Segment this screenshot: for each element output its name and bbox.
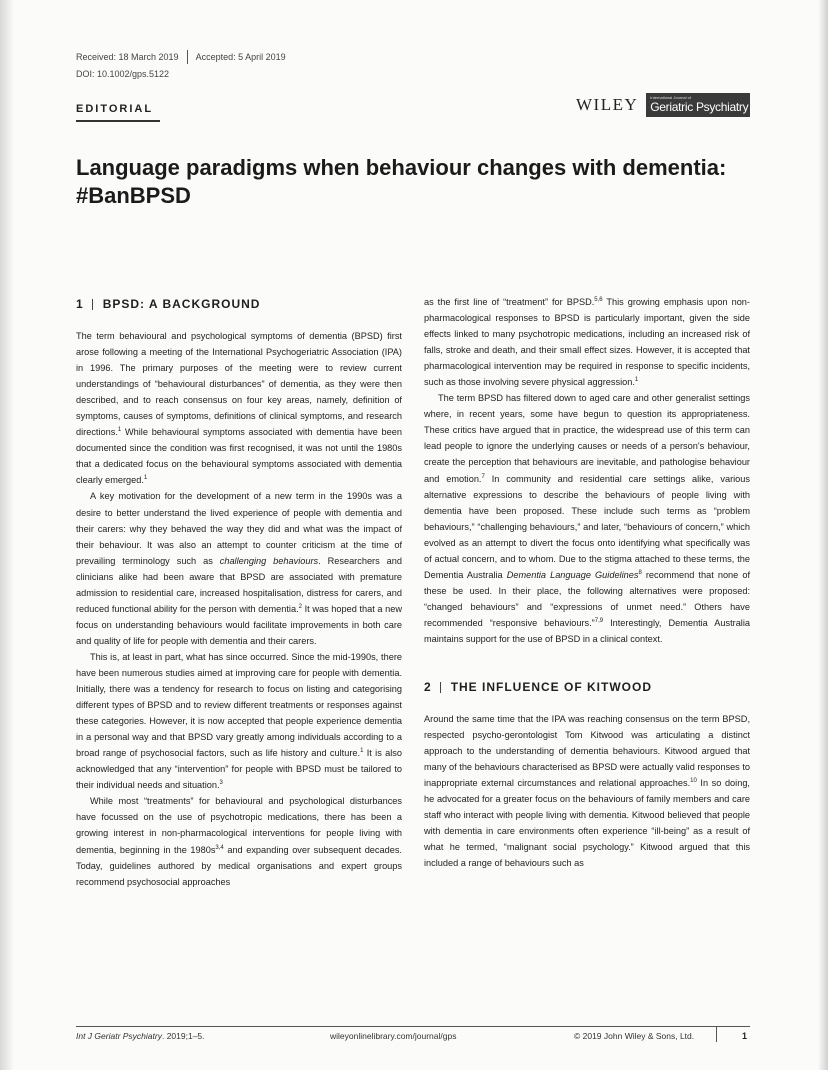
doi[interactable]: DOI: 10.1002/gps.5122: [76, 69, 170, 79]
publisher-logo: [576, 93, 750, 117]
paragraph: Around the same time that the IPA was reaching consensus on the term BPSD, respected psycho-gerontologist Tom Kitwood was articulating a distinct approach to the understanding of dementia behaviours. Kitwood argued that many of the behaviours characterised as BPSD were actually valid responses to inappropriate external circumstances and relational approaches.$^{10}$ In so doing, he advocated for a greater focus on the behaviours of family members and care staff who interact with people living with dementia. Kitwood believed that people with dementia in care environments often experience “ill-being” as a result of what he termed, “malignant social psychology.” Kitwood argued that this included a range of behaviours such as: [424, 714, 750, 869]
article-dates: [76, 50, 286, 64]
page-shadow-left: [0, 0, 14, 1070]
journal-badge-small-text: International Journal of: [650, 95, 691, 100]
citation-ref[interactable]: 7: [481, 473, 485, 480]
paragraph: While most “treatments” for behavioural and psychological disturbances have focussed on the use of psychotropic medications, there has been a growing interest in non-pharmacological interventions for people living with dementia, beginning in the $1980s^{3,4}$ and expanding over subsequent decades. Today, guidelines authored by medical organisations and expert groups recommend psychosocial approaches: [76, 796, 402, 887]
paragraph: as the first line of “treatment” for BPSD.$^{5,6}$ This growing emphasis upon non-pharmacological responses to BPSD is particularly important, given the side effects linked to many psychotropic medications, including an increased risk of falls, stroke and death, and their small effect sizes. However, it is accepted that pharmacological intervention may be required in response to specific incidents, such as those involving severe physical aggression.$^1$: [424, 297, 750, 388]
journal-badge: [646, 93, 750, 117]
page-shadow-right: [818, 0, 828, 1070]
left-column: [76, 294, 402, 890]
date-separator: [187, 50, 188, 64]
footer-copyright: © 2019 John Wiley & Sons, Ltd.: [574, 1031, 695, 1041]
accepted-date: Accepted: 5 April 2019: [195, 52, 286, 62]
citation-ref[interactable]: 8: [638, 569, 642, 576]
citation-ref[interactable]: 3: [219, 780, 223, 787]
footer-citation: Int J Geriatr Psychiatry. 2019;1–5.: [76, 1031, 205, 1041]
citation-ref[interactable]: 1: [360, 748, 364, 755]
section-divider: [440, 682, 441, 693]
title-line-1: Language paradigms when behaviour changes with dementia:: [76, 155, 727, 180]
article-type-underline: [76, 120, 160, 122]
paragraph: This is, at least in part, what has since occurred. Since the mid-1990s, there have been numerous studies aimed at improving care for people with dementia. Initially, there was a tendency for research to focus on listing and categorising different types of BPSD and to review different treatments or responses against these categories. However, it is now accepted that people experience dementia in a personal way and that BPSD vary greatly among individuals according to a broad range of psychosocial factors, such as life history and culture.$^1$ It is also acknowledged that any “intervention” for people with BPSD must be tailored to their individual needs and situation.$^3$: [76, 651, 402, 791]
journal-badge-name: Geriatric Psychiatry: [650, 100, 749, 114]
citation-ref[interactable]: 1: [117, 427, 122, 434]
article-type-label: EDITORIAL: [76, 103, 154, 115]
citation-ref[interactable]: 10: [690, 778, 697, 785]
citation-ref[interactable]: 5,6: [594, 297, 603, 303]
section-number: 1: [76, 296, 84, 311]
section-title: BPSD: A BACKGROUND: [102, 296, 261, 311]
paragraph: The term behavioural and psychological symptoms of dementia (BPSD) first arose following a meeting of the International Psychogeriatric Association (IPA) in 1996. The primary purposes of the meeting were to review current understandings of “behavioural disturbances” of dementia, as they were then described, and to reach consensus on four key areas, namely, definition of symptoms, causes of symptoms, definitions of clinical symptoms, and research directions.$^1$ While behavioural symptoms associated with dementia have been documented since the condition was first recognised, it was not until the 1980s that a dedicated focus on the behavioural symptoms associated with dementia clearly emerged.$^1$: [76, 331, 402, 486]
wiley-wordmark: WILEY: [576, 95, 639, 114]
citation-ref[interactable]: 1: [634, 377, 639, 384]
article-title: [76, 154, 756, 210]
section-number: 2: [424, 680, 432, 694]
footer-page-divider: [716, 1026, 717, 1042]
paragraph: The term BPSD has filtered down to aged care and other generalist settings where, in recent years, some have begun to question its appropriateness. These critics have argued that in practice, the widespread use of this term can lead people to ignore the underlying causes or needs of a person's behaviour, create the perception that behaviours are inevitable, and pathologise behaviour and emotion.$^7$ In community and residential care settings alike, various alternative expressions to describe the behaviours of people living with dementia have been proposed. These include such terms as “problem behaviours,” “challenging behaviours,” and later, “behaviours of concern,” which evolved as an attempt to divert the focus onto identifying what specifically was of actual concern, and to whom. Due to the stigma attached to these terms, the Dementia Australia Dementia Language Guidelines$^8$ recommend that none of these be used. In their place, the following alternatives were proposed: “changed behaviours” and “expressions of unmet need.” Others have recommended “responsive behaviours.”$^{7,9}$ Interestingly, Dementia Australia maintains support for the use of BPSD in a clinical context.: [424, 393, 750, 644]
section-title: THE INFLUENCE OF KITWOOD: [450, 680, 653, 694]
received-date: Received: 18 March 2019: [76, 52, 179, 62]
footer-journal-url[interactable]: wileyonlinelibrary.com/journal/gps: [330, 1031, 457, 1041]
citation-ref[interactable]: 7,9: [594, 617, 604, 624]
citation-ref[interactable]: 1: [143, 475, 148, 482]
section-divider: [92, 299, 93, 310]
citation-ref[interactable]: 2: [298, 603, 302, 610]
section-1-heading: [76, 294, 402, 314]
page-number: 1: [742, 1031, 748, 1041]
section-2-heading: [424, 677, 750, 697]
paragraph: A key motivation for the development of a new term in the 1990s was a desire to better understand the lived experience of people with dementia and their carers: why they behaved the way they did and what was the impact of their behaviour. It was also an attempt to counter criticism at the time of prevailing terminology such as challenging behaviours. Researchers and clinicians alike had been aware that BPSD are associated with premature admission to residential care, increased hospitalisation, distress for carers, and reduced functional ability for the person with dementia.$^2$ It was hoped that a new focus on understanding behaviours would facilitate improvements in both care and quality of life for people with dementia and their carers.: [76, 491, 402, 646]
right-column: [424, 294, 750, 872]
citation-ref[interactable]: 3,4: [215, 844, 224, 851]
title-line-2: #BanBPSD: [76, 183, 191, 208]
footer-rule: [76, 1026, 750, 1027]
